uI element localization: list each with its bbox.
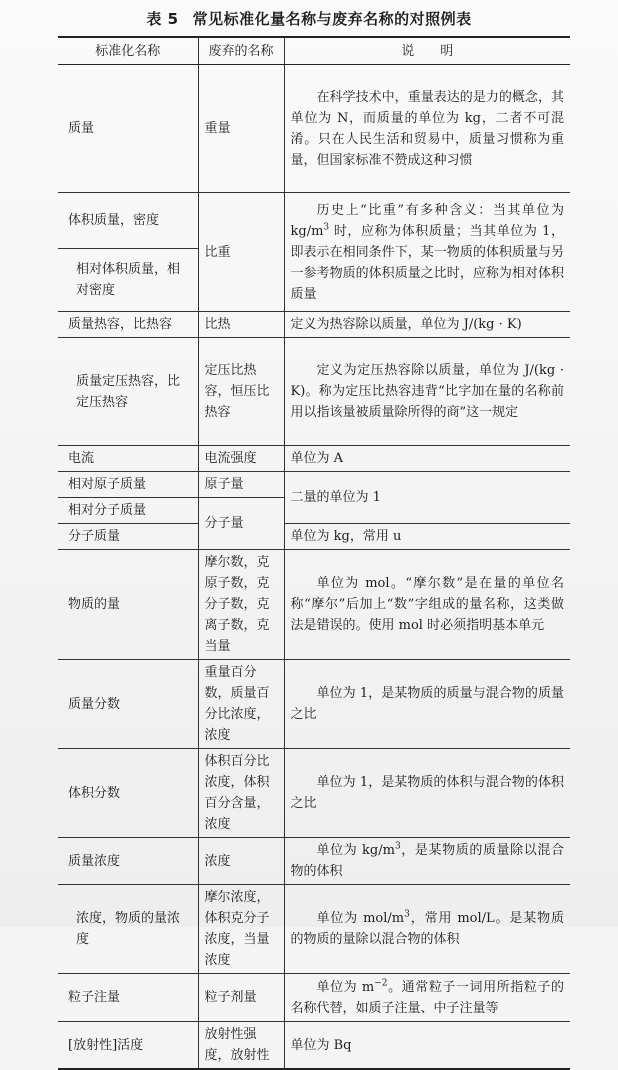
table-row — [58, 838, 570, 885]
note: 历史上“比重”有多种含义：当其单位为 $kg/m^3$ 时，应称为体积质量；当其单位为 1，即表示在相同条件下，某一物质的体积质量与另一参考物质的体积质量之比时，应称为相对体积质量 — [284, 193, 570, 312]
deprecated-name: 比重 — [198, 193, 284, 312]
note: 单位为 A — [284, 446, 570, 472]
table-row — [58, 193, 570, 249]
standard-name: 相对体积质量，相对密度 — [58, 249, 198, 312]
table-row — [58, 660, 570, 749]
note: 单位为 1，是某物质的质量与混合物的质量之比 — [284, 660, 570, 749]
header-standard-name: 标准化名称 — [58, 37, 198, 65]
table-row — [58, 885, 570, 974]
table-row — [58, 65, 570, 193]
standard-name: 浓度，物质的量浓度 — [58, 885, 198, 974]
table-row — [58, 524, 570, 550]
header-row — [58, 37, 570, 65]
table-row — [58, 472, 570, 498]
comparison-table — [58, 36, 570, 1070]
table-row — [58, 312, 570, 338]
note: 单位为 1，是某物质的体积与混合物的体积之比 — [284, 749, 570, 838]
standard-name: 电流 — [58, 446, 198, 472]
standard-name: 分子质量 — [58, 524, 198, 550]
note: 单位为 mol/$m^3$，常用 mol/L。是某物质的物质的量除以混合物的体积 — [284, 885, 570, 974]
table-caption — [0, 8, 618, 29]
table-row — [58, 749, 570, 838]
standard-name: [放射性]活度 — [58, 1022, 198, 1070]
deprecated-name: 原子量 — [198, 472, 284, 498]
deprecated-name: 粒子剂量 — [198, 974, 284, 1022]
table-row — [58, 446, 570, 472]
standard-name: 质量分数 — [58, 660, 198, 749]
note: 在科学技术中，重量表达的是力的概念，其单位为 N，而质量的单位为 kg，二者不可混淆。只在人民生活和贸易中，质量习惯称为重量，但国家标准不赞成这种习惯 — [284, 65, 570, 193]
table-title: 常见标准化量名称与废弃名称的对照例表 — [192, 10, 472, 28]
standard-name: 质量浓度 — [58, 838, 198, 885]
standard-name: 粒子注量 — [58, 974, 198, 1022]
deprecated-name: 摩尔数，克原子数，克分子数，克离子数，克当量 — [198, 550, 284, 660]
note: 单位为 $kg/m^3$，是某物质的质量除以混合物的体积 — [284, 838, 570, 885]
note: 单位为 mol。“摩尔数”是在量的单位名称“摩尔”后加上“数”字组成的量名称，这类做法是错误的。使用 mol 时必须指明基本单元 — [284, 550, 570, 660]
note: 单位为 $m^{-2}$。通常粒子一词用所指粒子的名称代替，如质子注量、中子注量等 — [284, 974, 570, 1022]
table-row — [58, 974, 570, 1022]
note: 单位为 Bq — [284, 1022, 570, 1070]
note: 定义为热容除以质量，单位为 J/(kg · K) — [284, 312, 570, 338]
standard-name: 质量热容，比热容 — [58, 312, 198, 338]
deprecated-name: 比热 — [198, 312, 284, 338]
table-row — [58, 1022, 570, 1070]
note: 定义为定压热容除以质量，单位为 J/(kg · K)。称为定压比热容违背“比字加在量的名称前用以指该量被质量除所得的商”这一规定 — [284, 338, 570, 446]
deprecated-name: 重量 — [198, 65, 284, 193]
deprecated-name: 体积百分比浓度，体积百分含量，浓度 — [198, 749, 284, 838]
deprecated-name: 重量百分数，质量百分比浓度，浓度 — [198, 660, 284, 749]
deprecated-name: 摩尔浓度，体积克分子浓度，当量浓度 — [198, 885, 284, 974]
standard-name: 物质的量 — [58, 550, 198, 660]
note: 二量的单位为 1 — [284, 472, 570, 524]
header-note: 说明 — [284, 37, 570, 65]
deprecated-name: 分子量 — [198, 498, 284, 550]
header-deprecated-name: 废弃的名称 — [198, 37, 284, 65]
deprecated-name: 定压比热容，恒压比热容 — [198, 338, 284, 446]
standard-name: 相对分子质量 — [58, 498, 198, 524]
standard-name: 体积质量，密度 — [58, 193, 198, 249]
standard-name: 质量 — [58, 65, 198, 193]
table-number: 表 5 — [146, 10, 179, 28]
table-row — [58, 338, 570, 446]
deprecated-name: 浓度 — [198, 838, 284, 885]
standard-name: 体积分数 — [58, 749, 198, 838]
deprecated-name: 电流强度 — [198, 446, 284, 472]
standard-name: 相对原子质量 — [58, 472, 198, 498]
deprecated-name: 放射性强度，放射性 — [198, 1022, 284, 1070]
table-row — [58, 550, 570, 660]
note: 单位为 kg，常用 u — [284, 524, 570, 550]
standard-name: 质量定压热容，比定压热容 — [58, 338, 198, 446]
